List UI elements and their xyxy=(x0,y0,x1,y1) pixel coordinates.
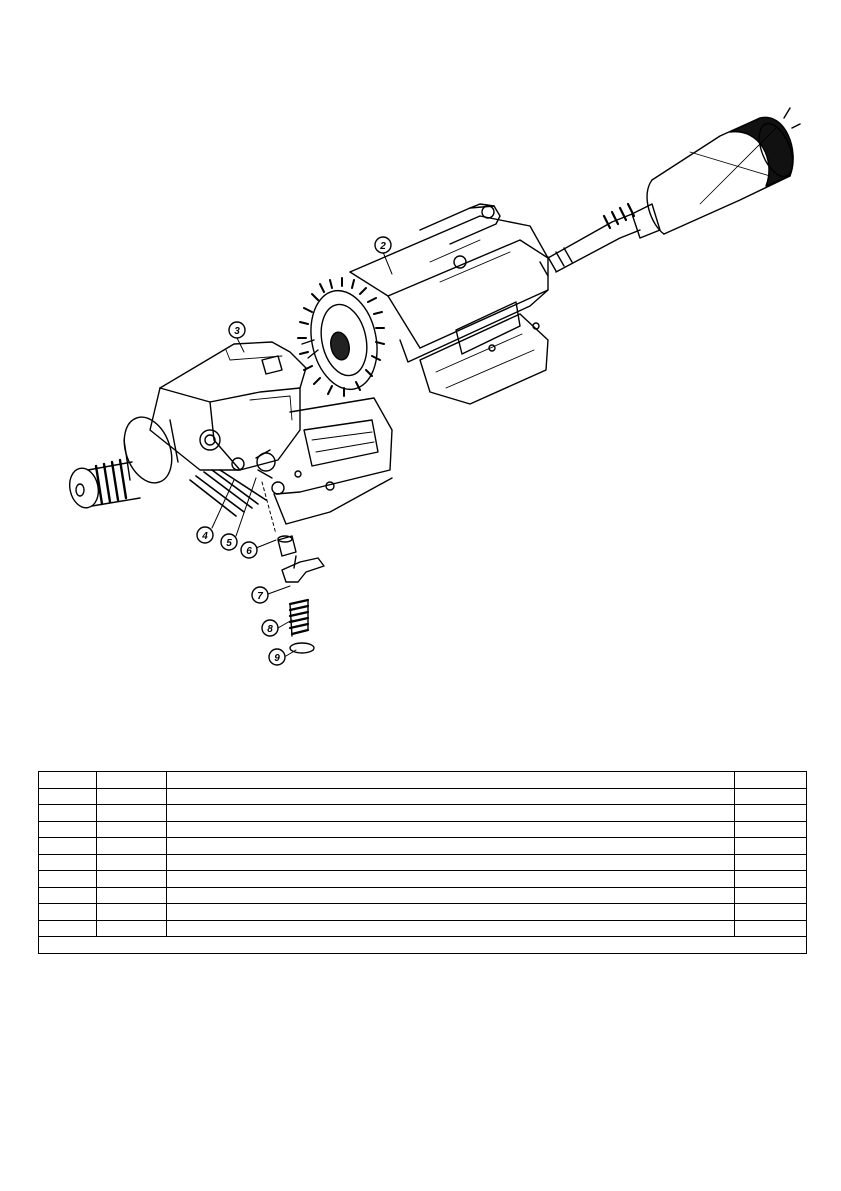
callout-3-number: 3 xyxy=(234,326,240,337)
table-cell xyxy=(97,854,167,871)
callout-8-number: 8 xyxy=(267,624,273,635)
table-cell xyxy=(97,788,167,805)
table-cell xyxy=(97,821,167,838)
table-cell xyxy=(167,821,735,838)
callout-4-number: 4 xyxy=(202,531,208,542)
table-cell xyxy=(735,788,807,805)
callout-6-number: 6 xyxy=(246,546,252,557)
table-cell xyxy=(735,805,807,822)
table-row xyxy=(39,871,807,888)
callout-5 xyxy=(221,534,237,550)
table-cell xyxy=(167,904,735,921)
table-cell xyxy=(39,904,97,921)
callout-2 xyxy=(375,237,391,253)
table-row xyxy=(39,838,807,855)
table-cell xyxy=(735,772,807,789)
callout-9-number: 9 xyxy=(274,653,280,664)
table-row xyxy=(39,821,807,838)
table-footer-cell xyxy=(39,937,807,954)
table-row xyxy=(39,772,807,789)
table-cell xyxy=(167,871,735,888)
callout-7-number: 7 xyxy=(257,591,263,602)
table-row xyxy=(39,788,807,805)
table-cell xyxy=(39,788,97,805)
table-cell xyxy=(167,838,735,855)
gear-housing-3 xyxy=(66,342,306,516)
table-cell xyxy=(167,805,735,822)
table-cell xyxy=(735,871,807,888)
callout-4 xyxy=(197,527,213,543)
table-cell xyxy=(39,838,97,855)
table-cell xyxy=(39,821,97,838)
table-cell xyxy=(735,838,807,855)
callout-2-number: 2 xyxy=(380,241,386,252)
table-row xyxy=(39,805,807,822)
table-cell xyxy=(97,838,167,855)
table-cell xyxy=(735,821,807,838)
table-cell xyxy=(97,772,167,789)
table-cell xyxy=(735,854,807,871)
table-row xyxy=(39,920,807,937)
table-cell xyxy=(97,805,167,822)
table-cell xyxy=(97,904,167,921)
table-row xyxy=(39,854,807,871)
table-cell xyxy=(39,854,97,871)
table-cell xyxy=(39,772,97,789)
table-cell xyxy=(97,871,167,888)
table-cell xyxy=(39,920,97,937)
table-cell xyxy=(39,805,97,822)
table-cell xyxy=(167,772,735,789)
table-cell xyxy=(97,920,167,937)
table-cell xyxy=(167,788,735,805)
callout-8 xyxy=(262,620,278,636)
callout-9 xyxy=(269,649,285,665)
plug xyxy=(647,108,800,234)
table-row xyxy=(39,887,807,904)
table-cell xyxy=(39,887,97,904)
callout-7 xyxy=(252,587,268,603)
table-cell xyxy=(39,871,97,888)
table-cell xyxy=(167,854,735,871)
table-cell xyxy=(735,887,807,904)
table-footer-row xyxy=(39,937,807,954)
callout-5-number: 5 xyxy=(226,538,232,549)
table-cell xyxy=(735,920,807,937)
table-cell xyxy=(97,887,167,904)
callout-3 xyxy=(229,322,245,338)
table-row xyxy=(39,904,807,921)
callout-6 xyxy=(241,542,257,558)
table-cell xyxy=(735,904,807,921)
table-cell xyxy=(167,920,735,937)
table-cell xyxy=(167,887,735,904)
leader-lines xyxy=(212,252,392,656)
motor-housing-2 xyxy=(298,204,548,404)
power-cable xyxy=(540,204,660,276)
parts-list-table xyxy=(38,771,807,954)
